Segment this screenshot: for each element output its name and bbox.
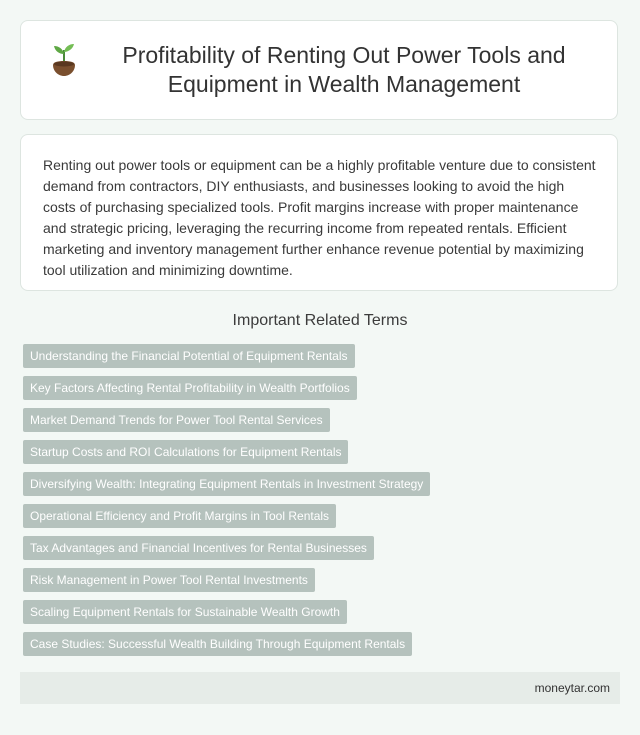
list-item xyxy=(23,472,623,504)
list-item xyxy=(23,504,623,536)
list-item xyxy=(23,408,623,440)
list-item xyxy=(23,536,623,568)
sprout-icon xyxy=(49,43,79,77)
related-term-tag[interactable]: Tax Advantages and Financial Incentives for Rental Businesses xyxy=(23,536,374,560)
related-term-tag[interactable]: Risk Management in Power Tool Rental Investments xyxy=(23,568,315,592)
related-terms-heading: Important Related Terms xyxy=(232,312,408,329)
title-card xyxy=(20,20,618,120)
related-term-tag[interactable]: Diversifying Wealth: Integrating Equipment Rentals in Investment Strategy xyxy=(23,472,430,496)
summary-text: Renting out power tools or equipment can be a highly profitable venture due to consistent demand from contractors, DIY enthusiasts, and businesses looking to avoid the high costs of purchasing specialized tools. Profit margins increase with proper maintenance and strategic pricing, leveraging the recurring income from repeated rentals. Efficient marketing and inventory management further enhance revenue potential by maximizing tool utilization and minimizing downtime. xyxy=(43,157,596,278)
list-item xyxy=(23,344,623,376)
list-item xyxy=(23,632,623,664)
list-item xyxy=(23,376,623,408)
list-item xyxy=(23,568,623,600)
related-term-tag[interactable]: Understanding the Financial Potential of Equipment Rentals xyxy=(23,344,355,368)
related-term-tag[interactable]: Case Studies: Successful Wealth Building Through Equipment Rentals xyxy=(23,632,412,656)
list-item xyxy=(23,440,623,472)
summary-card xyxy=(20,134,618,291)
page-title: Profitability of Renting Out Power Tools and Equipment in Wealth Management xyxy=(122,42,566,97)
related-term-tag[interactable]: Operational Efficiency and Profit Margins in Tool Rentals xyxy=(23,504,336,528)
related-term-tag[interactable]: Startup Costs and ROI Calculations for Equipment Rentals xyxy=(23,440,348,464)
related-terms-list xyxy=(23,344,623,664)
related-term-tag[interactable]: Market Demand Trends for Power Tool Rental Services xyxy=(23,408,330,432)
title-row xyxy=(49,41,589,99)
related-term-tag[interactable]: Key Factors Affecting Rental Profitability in Wealth Portfolios xyxy=(23,376,357,400)
related-term-tag[interactable]: Scaling Equipment Rentals for Sustainable Wealth Growth xyxy=(23,600,347,624)
site-link[interactable]: moneytar.com xyxy=(534,681,610,695)
footer-bar xyxy=(20,672,620,704)
list-item xyxy=(23,600,623,632)
